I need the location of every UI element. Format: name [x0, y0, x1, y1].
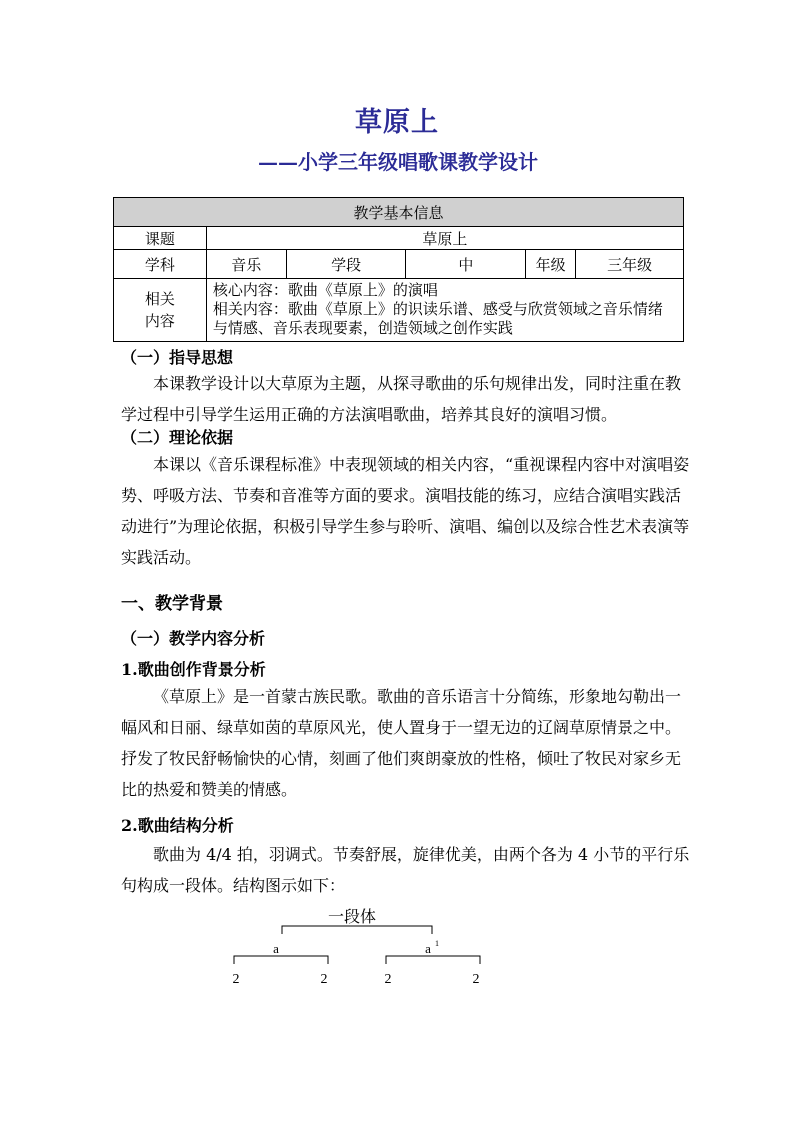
phrase-a1-label: a: [425, 941, 431, 956]
bar-count-3: 2: [384, 972, 392, 987]
guiding-heading: （一）指导思想: [121, 348, 234, 367]
phrase-a-bracket: [234, 956, 328, 964]
theory-heading: （二）理论依据: [121, 428, 234, 447]
related-content: 相关内容：歌曲《草原上》的识读乐谱、感受与欣赏领域之音乐情绪与情感、音乐表现要素，创造领域之创作实践: [212, 300, 663, 337]
topic-value: 草原上: [206, 227, 683, 250]
bar-count-4: 2: [472, 972, 480, 987]
phrase-a1-superscript: 1: [435, 939, 439, 948]
grade-value: 三年级: [576, 250, 684, 279]
content-analysis-heading: （一）教学内容分析: [121, 629, 266, 648]
core-content: 核心内容：歌曲《草原上》的演唱: [212, 281, 438, 299]
stage-value: 中: [406, 250, 526, 279]
creation-paragraph: 《草原上》是一首蒙古族民歌。歌曲的音乐语言十分简练，形象地勾勒出一幅风和日丽、绿草如茵的草原风光，使人置身于一望无边的辽阔草原情景之中。抒发了牧民舒畅愉快的心情，刻画了他们爽朗豪放的性格，倾吐了牧民对家乡无比的热爱和赞美的情感。: [121, 687, 682, 799]
structure-paragraph: 歌曲为 4/4 拍，羽调式。节奏舒展，旋律优美，由两个各为 4 小节的平行乐句构成一段体。结构图示如下：: [121, 845, 690, 895]
stage-label: 学段: [286, 250, 406, 279]
content-label-line-1: 相关: [144, 290, 175, 308]
content-label: [114, 279, 207, 342]
teaching-info-table: [113, 197, 684, 342]
theory-paragraph: 本课以《音乐课程标准》中表现领域的相关内容，“重视课程内容中对演唱姿势、呼吸方法、节奏和音准等方面的要求。演唱技能的练习，应结合演唱实践活动进行”为理论依据，积极引导学生参与聆听、演唱、编创以及综合性艺术表演等实践活动。: [121, 455, 690, 567]
creation-heading: 1.歌曲创作背景分析: [121, 660, 266, 679]
table-header: 教学基本信息: [114, 198, 684, 227]
bar-count-1: 2: [232, 972, 240, 987]
phrase-a-label: a: [273, 941, 279, 956]
document-subtitle: ——小学三年级唱歌课教学设计: [258, 150, 538, 174]
grade-label: 年级: [526, 250, 576, 279]
phrase-a1-bracket: [386, 956, 480, 964]
background-heading: 一、教学背景: [121, 594, 223, 614]
document-title: 草原上: [355, 107, 439, 138]
subject-value: 音乐: [206, 250, 286, 279]
structure-diagram-svg: [228, 902, 498, 994]
subject-label: 学科: [114, 250, 207, 279]
structure-diagram: [228, 902, 498, 998]
guiding-paragraph: 本课教学设计以大草原为主题，从探寻歌曲的乐句规律出发，同时注重在教学过程中引导学生运用正确的方法演唱歌曲，培养其良好的演唱习惯。: [121, 374, 682, 424]
structure-heading: 2.歌曲结构分析: [121, 816, 234, 835]
bar-count-2: 2: [320, 972, 328, 987]
top-bracket: [282, 926, 432, 934]
segment-label: 一段体: [327, 907, 377, 926]
content-label-line-2: 内容: [144, 312, 175, 330]
content-value: [206, 279, 683, 342]
topic-label: 课题: [114, 227, 207, 250]
diagram-brackets: [234, 926, 480, 964]
